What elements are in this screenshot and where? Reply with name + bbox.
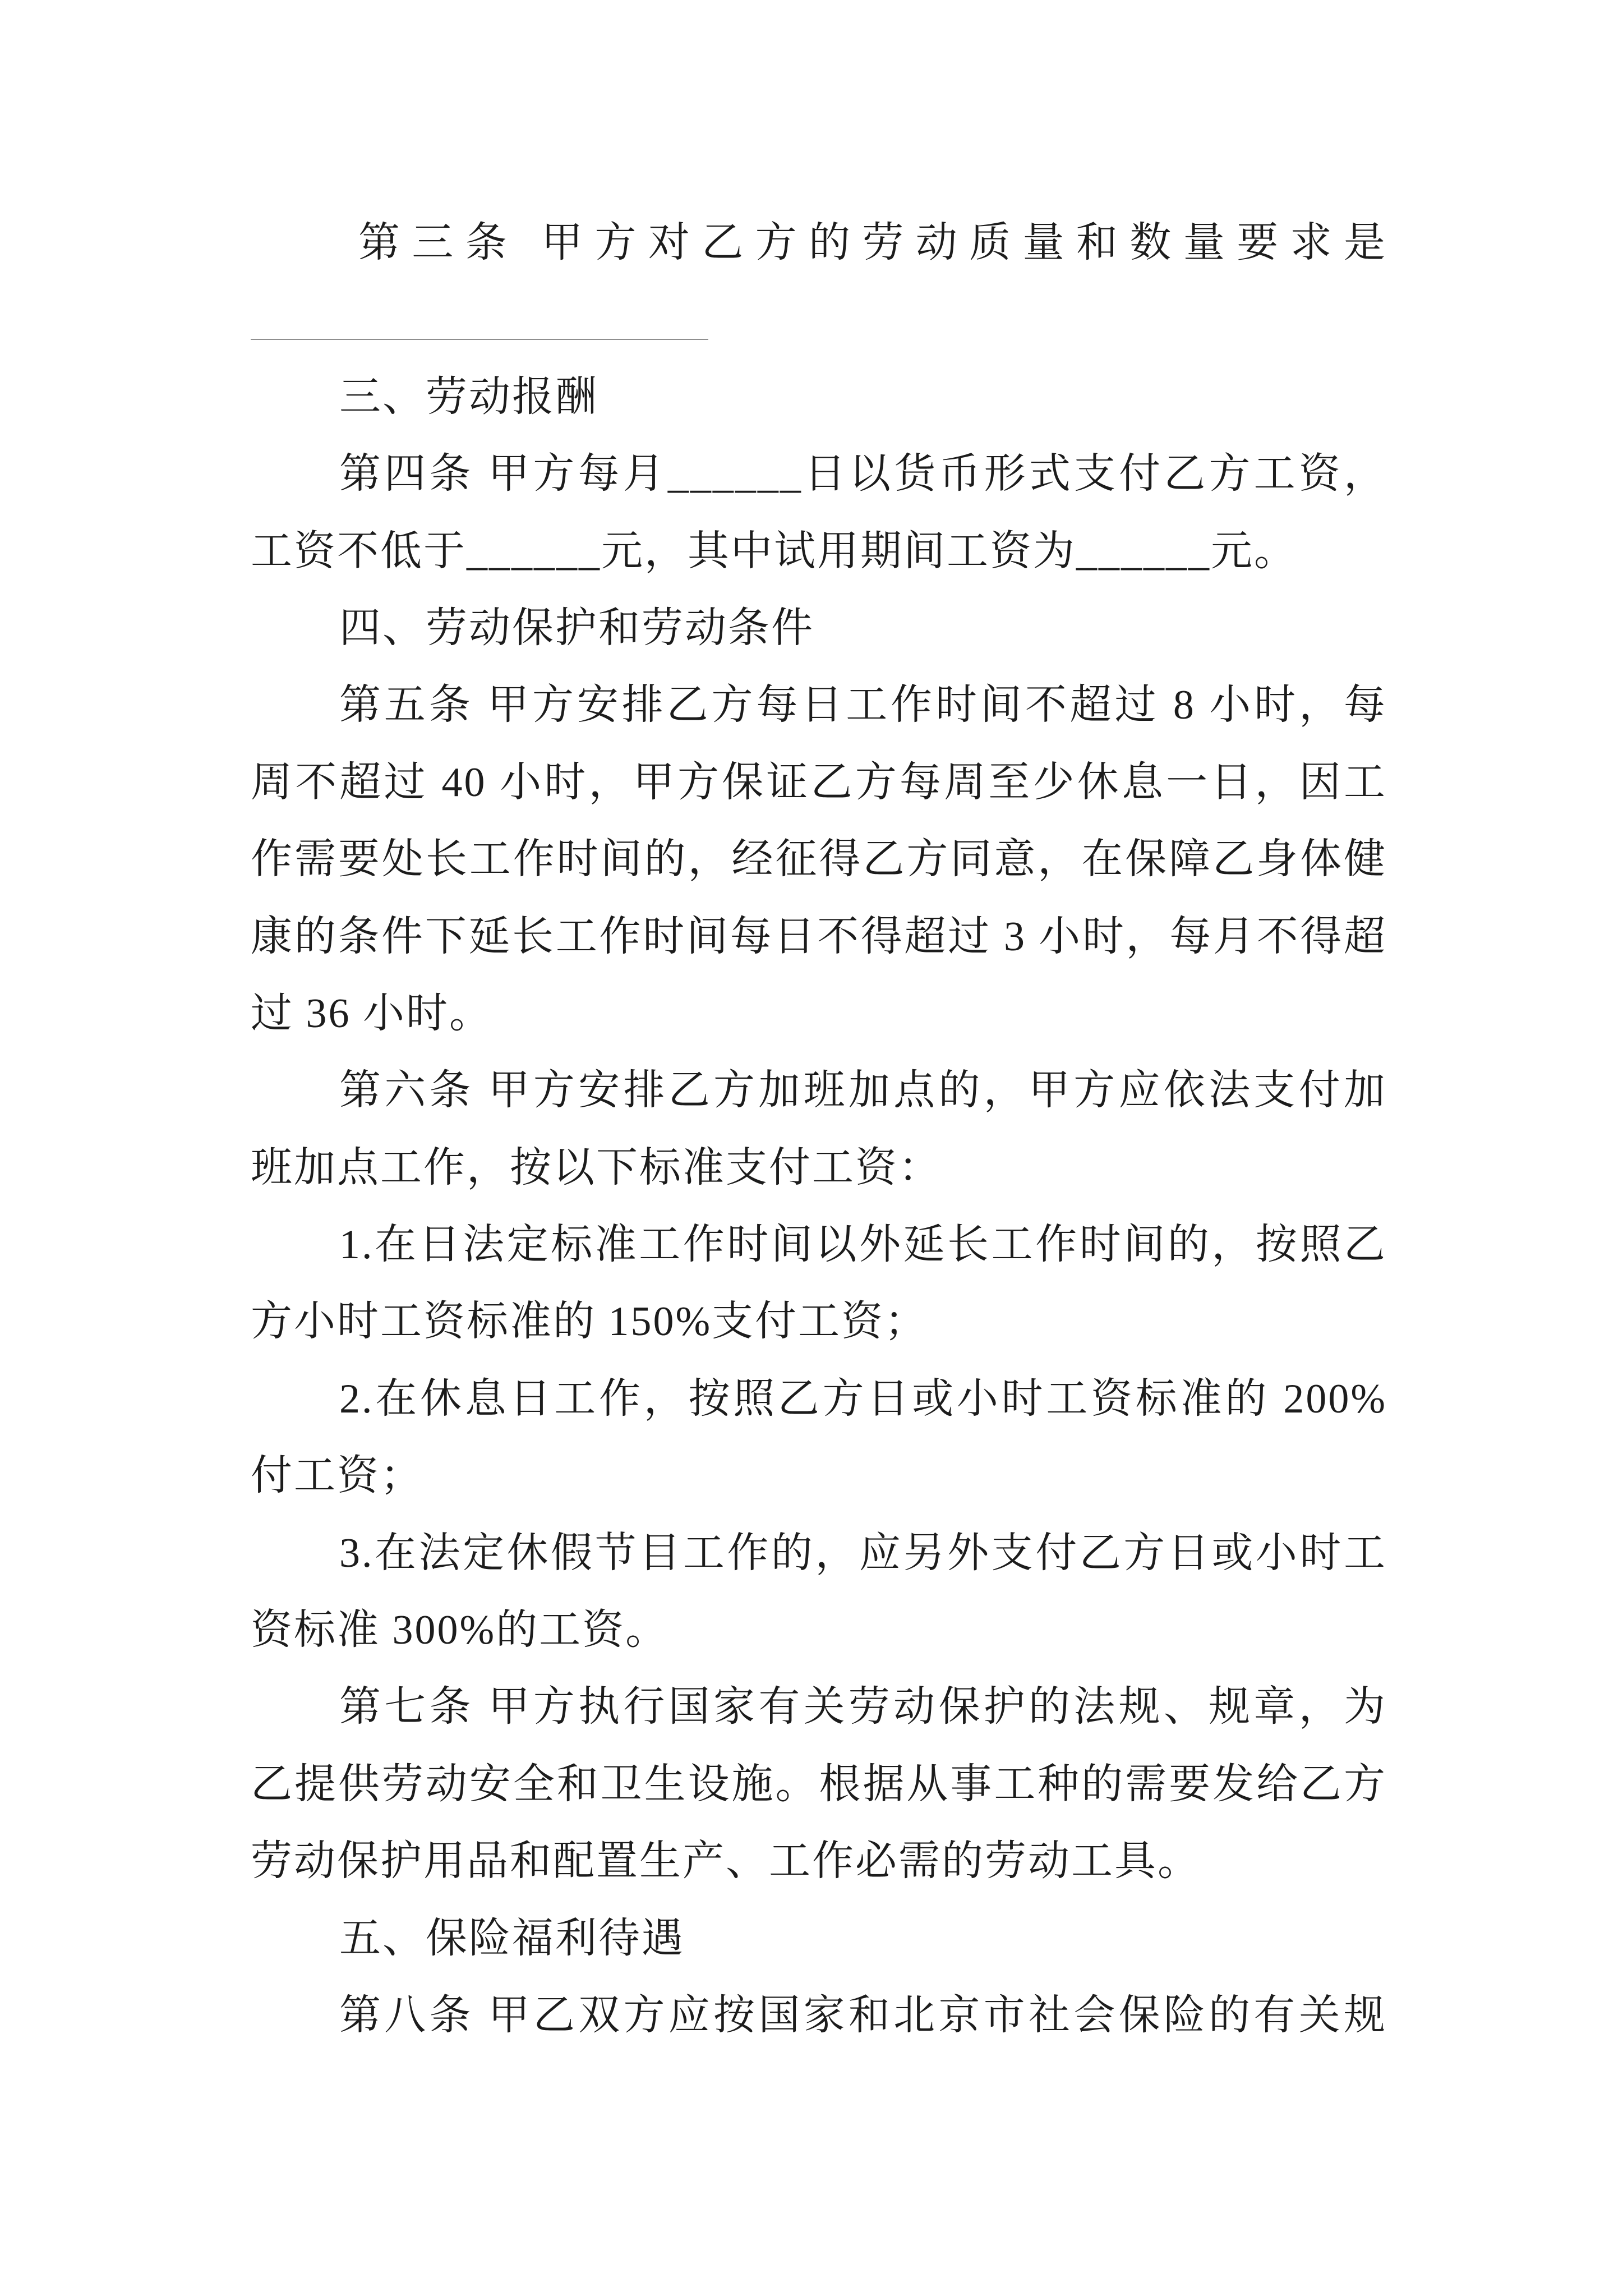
- item-1-text: 1.在日法定标准工作时间以外延长工作时间的，按照乙: [339, 1222, 1387, 1268]
- item-3-text-cont: 资标准 300%的工资。: [251, 1607, 669, 1654]
- fill-in-blank-line: [251, 339, 708, 340]
- article-5-text-cont: 周不超过 40 小时，甲方保证乙方每周至少休息一日，因工: [251, 759, 1387, 806]
- article-5-text: 第五条 甲方安排乙方每日工作时间不超过 8 小时，每: [339, 682, 1387, 729]
- item-3-text: 3.在法定休假节目工作的，应另外支付乙方日或小时工: [339, 1530, 1387, 1576]
- article-5-text-cont: 过 36 小时。: [251, 990, 492, 1037]
- item-2-text-cont: 付工资；: [251, 1453, 423, 1499]
- article-3-text: 第三条 甲方对乙方的劳动质量和数量要求是: [358, 220, 1387, 266]
- article-4-text-cont: 工资不低于______元，其中试用期间工资为______元。: [251, 528, 1297, 574]
- article-4-text: 第四条 甲方每月______日以货币形式支付乙方工资，: [339, 451, 1387, 498]
- article-6-text: 第六条 甲方安排乙方加班加点的，甲方应依法支付加: [339, 1068, 1387, 1114]
- document-page: [251, 205, 1387, 2054]
- section-heading-labor-protection: 四、劳动保护和劳动条件: [339, 605, 814, 651]
- article-5-text-cont: 康的条件下延长工作时间每日不得超过 3 小时，每月不得超: [251, 913, 1387, 960]
- article-8-text: 第八条 甲乙双方应按国家和北京市社会保险的有关规: [339, 1992, 1387, 2039]
- section-heading-labor-pay: 三、劳动报酬: [339, 374, 598, 420]
- section-heading-insurance: 五、保险福利待遇: [339, 1915, 685, 1962]
- article-7-text-cont: 乙提供劳动安全和卫生设施。根据从事工种的需要发给乙方: [251, 1761, 1387, 1807]
- item-2-text: 2.在休息日工作，按照乙方日或小时工资标准的 200%: [339, 1375, 1387, 1422]
- article-6-text-cont: 班加点工作，按以下标准支付工资：: [251, 1144, 942, 1191]
- item-1-text-cont: 方小时工资标准的 150%支付工资；: [251, 1299, 928, 1345]
- fill-in-blank-row: [251, 282, 1387, 358]
- article-5-text-cont: 作需要处长工作时间的，经征得乙方同意，在保障乙身体健: [251, 836, 1387, 883]
- article-7-text-cont: 劳动保护用品和配置生产、工作必需的劳动工具。: [251, 1838, 1201, 1885]
- article-7-text: 第七条 甲方执行国家有关劳动保护的法规、规章，为: [339, 1684, 1387, 1731]
